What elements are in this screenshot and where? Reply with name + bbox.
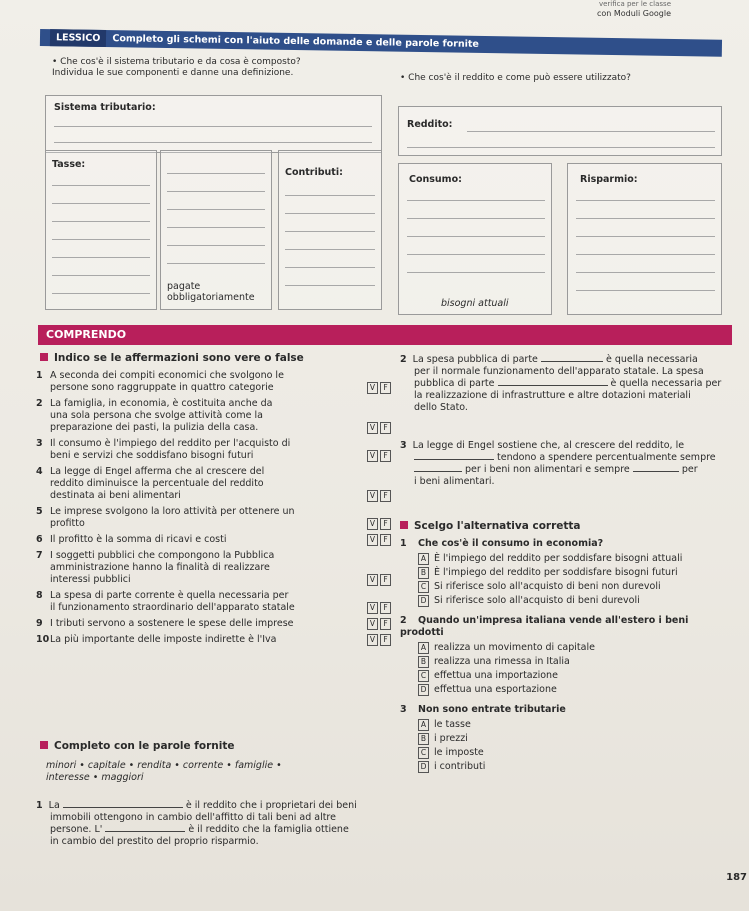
tf-item-number: 5 xyxy=(36,506,43,517)
q2-blank-1[interactable] xyxy=(541,361,603,362)
mc-option-letter[interactable]: B xyxy=(418,656,429,668)
tf-item-text: La famiglia, in economia, è costituita anche da xyxy=(50,398,273,409)
fill-text-4: persone. L' xyxy=(50,824,103,835)
mc-option[interactable] xyxy=(400,733,735,745)
q3-blank-1[interactable] xyxy=(414,459,494,460)
reddito-label: Reddito: xyxy=(407,119,453,130)
true-box[interactable]: V xyxy=(367,534,378,546)
mc-option-text: realizza un movimento di capitale xyxy=(434,642,595,653)
q2-text-3: per il normale funzionamento dell'apparato statale. La spesa xyxy=(414,366,704,377)
tf-item xyxy=(36,618,391,630)
prompt-left-line2: Individua le sue componenti e danne una definizione. xyxy=(52,68,294,78)
mc-option-letter[interactable]: B xyxy=(418,567,429,579)
true-box[interactable]: V xyxy=(367,574,378,586)
fill-words xyxy=(46,760,282,784)
tf-item-number: 6 xyxy=(36,534,43,545)
right-q2 xyxy=(400,354,730,414)
tf-choice xyxy=(365,534,391,546)
q2-text-5: è quella necessaria per xyxy=(610,378,722,389)
tf-section-title xyxy=(40,352,304,364)
tf-item-text: il funzionamento straordinario dell'apparato statale xyxy=(50,602,295,613)
fill-section-title xyxy=(40,740,234,752)
tf-list xyxy=(36,370,391,650)
mc-option-letter[interactable]: C xyxy=(418,581,429,593)
banner-tag: LESSICO xyxy=(50,29,107,47)
tf-choice xyxy=(365,422,391,434)
true-box[interactable]: V xyxy=(367,490,378,502)
tf-item-text: beni e servizi che soddisfano bisogni futuri xyxy=(50,450,254,461)
q3-blank-2[interactable] xyxy=(414,471,462,472)
tf-item xyxy=(36,550,391,586)
contributi-label: Contributi: xyxy=(285,167,343,178)
tf-item-text: I soggetti pubblici che compongono la Pubblica xyxy=(50,550,275,561)
false-box[interactable]: F xyxy=(380,534,391,546)
tf-item-text: A seconda dei compiti economici che svolgono le xyxy=(50,370,284,381)
mc-option-letter[interactable]: D xyxy=(418,684,429,696)
mc-option-letter[interactable]: A xyxy=(418,553,429,565)
section-square-icon xyxy=(40,741,48,749)
mc-option-letter[interactable]: D xyxy=(418,595,429,607)
mc-option[interactable] xyxy=(400,581,735,593)
tf-item xyxy=(36,534,391,546)
false-box[interactable]: F xyxy=(380,422,391,434)
sistema-label: Sistema tributario: xyxy=(54,102,156,113)
q2-text-4: pubblica di parte xyxy=(414,378,495,389)
lessico-banner xyxy=(40,29,722,57)
tf-item-number: 8 xyxy=(36,590,43,601)
fill-text-2: è il reddito che i proprietari dei beni xyxy=(185,800,357,811)
tf-item-text: amministrazione hanno la finalità di realizzare xyxy=(50,562,270,573)
prompt-left-line1: • Che cos'è il sistema tributario e da cosa è composto? xyxy=(52,57,301,67)
tf-choice xyxy=(365,634,391,646)
q2-text-6: la realizzazione di infrastrutture e altre dotazioni materiali xyxy=(414,390,691,401)
tf-item-text: interessi pubblici xyxy=(50,574,131,585)
risparmio-box xyxy=(567,163,722,315)
tf-item xyxy=(36,370,391,394)
mc-option[interactable] xyxy=(400,553,735,565)
true-box[interactable]: V xyxy=(367,602,378,614)
tf-choice xyxy=(365,450,391,462)
tasse-box xyxy=(45,150,157,310)
mc-question xyxy=(400,538,735,607)
mc-option[interactable] xyxy=(400,567,735,579)
tf-item-number: 4 xyxy=(36,466,43,477)
mc-option[interactable] xyxy=(400,656,735,668)
tf-item xyxy=(36,466,391,502)
tf-item-text: reddito diminuisce la percentuale del reddito xyxy=(50,478,264,489)
header-line1: verifica per le classe xyxy=(598,0,671,8)
true-box[interactable]: V xyxy=(367,382,378,394)
mc-option-letter[interactable]: A xyxy=(418,642,429,654)
tf-section-text: Indico se le affermazioni sono vere o false xyxy=(54,352,304,364)
consumo-box xyxy=(398,163,552,315)
true-box[interactable]: V xyxy=(367,518,378,530)
tf-item xyxy=(36,398,391,434)
mc-question-number: 1 xyxy=(400,538,407,549)
mc-option[interactable] xyxy=(400,642,735,654)
fill-words-line2: interesse • maggiori xyxy=(46,772,144,783)
tf-choice xyxy=(365,382,391,394)
tf-item-text: La spesa di parte corrente è quella necessaria per xyxy=(50,590,289,601)
tf-item-number: 9 xyxy=(36,618,43,629)
mc-option[interactable] xyxy=(400,719,735,731)
q2-text-1: La spesa pubblica di parte xyxy=(412,354,538,365)
prompt-right: • Che cos'è il reddito e come può essere utilizzato? xyxy=(400,73,631,83)
fill-blank-2[interactable] xyxy=(105,831,185,832)
mc-option-text: Si riferisce solo all'acquisto di beni durevoli xyxy=(434,595,640,606)
bisogni-text: bisogni attuali xyxy=(441,298,509,309)
mc-option-text: effettua una esportazione xyxy=(434,684,557,695)
q3-blank-3[interactable] xyxy=(633,471,679,472)
tf-item xyxy=(36,634,391,646)
mc-option-letter[interactable]: D xyxy=(418,761,429,773)
fill-number: 1 xyxy=(36,800,43,811)
q3-text-5: i beni alimentari. xyxy=(414,476,495,487)
pagate-text: pagate xyxy=(167,281,201,292)
tf-item-text: profitto xyxy=(50,518,85,529)
fill-item-1 xyxy=(36,800,396,848)
tf-item-number: 2 xyxy=(36,398,43,409)
header xyxy=(597,0,671,18)
false-box[interactable]: F xyxy=(380,518,391,530)
false-box[interactable]: F xyxy=(380,450,391,462)
mc-question-text: Quando un'impresa italiana vende all'estero i beni prodotti xyxy=(400,615,689,638)
q2-text-2: è quella necessaria xyxy=(605,354,698,365)
reddito-box xyxy=(398,106,722,156)
tf-choice xyxy=(365,490,391,502)
tf-item xyxy=(36,438,391,462)
banner-title: Completo gli schemi con l'aiuto delle domande e delle parole fornite xyxy=(112,33,479,50)
comprendo-banner: COMPRENDO xyxy=(38,325,732,345)
q3-number: 3 xyxy=(400,440,407,451)
false-box[interactable]: F xyxy=(380,602,391,614)
q3-text-3: per i beni non alimentari e sempre xyxy=(465,464,630,475)
header-line2: con Moduli Google xyxy=(596,9,671,18)
tf-item-number: 10 xyxy=(36,634,50,645)
q2-text-7: dello Stato. xyxy=(414,402,468,413)
contributi-box xyxy=(278,150,382,310)
tf-item xyxy=(36,506,391,530)
mc-option-letter[interactable]: C xyxy=(418,747,429,759)
mc-option[interactable] xyxy=(400,670,735,682)
mc-question xyxy=(400,704,735,773)
q2-number: 2 xyxy=(400,354,407,365)
tasse-def-box xyxy=(160,150,272,310)
true-box[interactable]: V xyxy=(367,450,378,462)
mc-option-letter[interactable]: B xyxy=(418,733,429,745)
tf-item-number: 3 xyxy=(36,438,43,449)
true-box[interactable]: V xyxy=(367,422,378,434)
true-box[interactable]: V xyxy=(367,634,378,646)
section-square-icon xyxy=(40,353,48,361)
mc-section-title xyxy=(400,520,581,532)
fill-text-5: è il reddito che la famiglia ottiene xyxy=(188,824,349,835)
q3-text-1: La legge di Engel sostiene che, al crescere del reddito, le xyxy=(412,440,685,451)
tf-choice xyxy=(365,518,391,530)
fill-text-3: immobili ottengono in cambio dell'affitto di tali beni ad altre xyxy=(50,812,336,823)
tf-item-text: Il consumo è l'impiego del reddito per l'acquisto di xyxy=(50,438,291,449)
q2-blank-2[interactable] xyxy=(498,385,608,386)
sistema-box xyxy=(45,95,382,153)
mc-question-number: 2 xyxy=(400,615,407,626)
true-box[interactable]: V xyxy=(367,618,378,630)
fill-text-1: La xyxy=(48,800,60,811)
mc-option[interactable] xyxy=(400,761,735,773)
tf-item-text: La legge di Engel afferma che al crescere del xyxy=(50,466,265,477)
mc-option-text: effettua una importazione xyxy=(434,670,558,681)
mc-section-text: Scelgo l'alternativa corretta xyxy=(414,520,581,532)
tf-item-text: Il profitto è la somma di ricavi e costi xyxy=(50,534,227,545)
fill-blank-1[interactable] xyxy=(63,807,183,808)
fill-section-text: Completo con le parole fornite xyxy=(54,740,235,752)
mc-question-text: Che cos'è il consumo in economia? xyxy=(418,538,604,549)
fill-text-6: in cambio del prestito del proprio risparmio. xyxy=(50,836,259,847)
mc-option-text: i prezzi xyxy=(434,733,468,744)
tf-item xyxy=(36,590,391,614)
mc-option-text: le tasse xyxy=(434,719,471,730)
tf-item-number: 1 xyxy=(36,370,43,381)
mc-option[interactable] xyxy=(400,747,735,759)
consumo-label: Consumo: xyxy=(409,174,462,185)
tf-item-text: I tributi servono a sostenere le spese delle imprese xyxy=(50,618,294,629)
false-box[interactable]: F xyxy=(380,574,391,586)
mc-option-text: È l'impiego del reddito per soddisfare bisogni attuali xyxy=(434,553,683,564)
mc-option-letter[interactable]: C xyxy=(418,670,429,682)
false-box[interactable]: F xyxy=(380,634,391,646)
mc-option-text: Si riferisce solo all'acquisto di beni non durevoli xyxy=(434,581,661,592)
mc-option-letter[interactable]: A xyxy=(418,719,429,731)
tf-item-text: preparazione dei pasti, la pulizia della casa. xyxy=(50,422,259,433)
mc-option[interactable] xyxy=(400,684,735,696)
tf-item-text: destinata ai beni alimentari xyxy=(50,490,181,501)
mc-option[interactable] xyxy=(400,595,735,607)
mc-option-text: È l'impiego del reddito per soddisfare bisogni futuri xyxy=(434,567,678,578)
tf-choice xyxy=(365,574,391,586)
mc-question-number: 3 xyxy=(400,704,407,715)
obblig-text: obbligatoriamente xyxy=(167,292,255,303)
tf-item-text: La più importante delle imposte indirette è l'Iva xyxy=(50,634,277,645)
tf-item-text: una sola persona che svolge attività come la xyxy=(50,410,263,421)
q3-text-2: tendono a spendere percentualmente sempre xyxy=(497,452,716,463)
tasse-label: Tasse: xyxy=(52,159,86,170)
false-box[interactable]: F xyxy=(380,490,391,502)
tf-choice xyxy=(365,602,391,614)
prompt-left xyxy=(52,57,382,79)
right-q3 xyxy=(400,440,730,488)
mc-question-text: Non sono entrate tributarie xyxy=(418,704,566,715)
mc-list xyxy=(400,538,735,781)
false-box[interactable]: F xyxy=(380,618,391,630)
q3-text-4: per xyxy=(681,464,698,475)
tf-item-text: Le imprese svolgono la loro attività per ottenere un xyxy=(50,506,295,517)
fill-words-line1: minori • capitale • rendita • corrente • famiglie • xyxy=(46,760,282,771)
mc-option-text: realizza una rimessa in Italia xyxy=(434,656,570,667)
mc-question xyxy=(400,615,735,696)
tf-choice xyxy=(365,618,391,630)
tasse-def-text xyxy=(167,281,255,303)
section-square-icon xyxy=(400,521,408,529)
false-box[interactable]: F xyxy=(380,382,391,394)
mc-option-text: i contributi xyxy=(434,761,486,772)
risparmio-label: Risparmio: xyxy=(580,174,638,185)
tf-item-text: persone sono raggruppate in quattro categorie xyxy=(50,382,274,393)
mc-option-text: le imposte xyxy=(434,747,484,758)
page-number: 187 xyxy=(726,872,747,883)
tf-item-number: 7 xyxy=(36,550,43,561)
